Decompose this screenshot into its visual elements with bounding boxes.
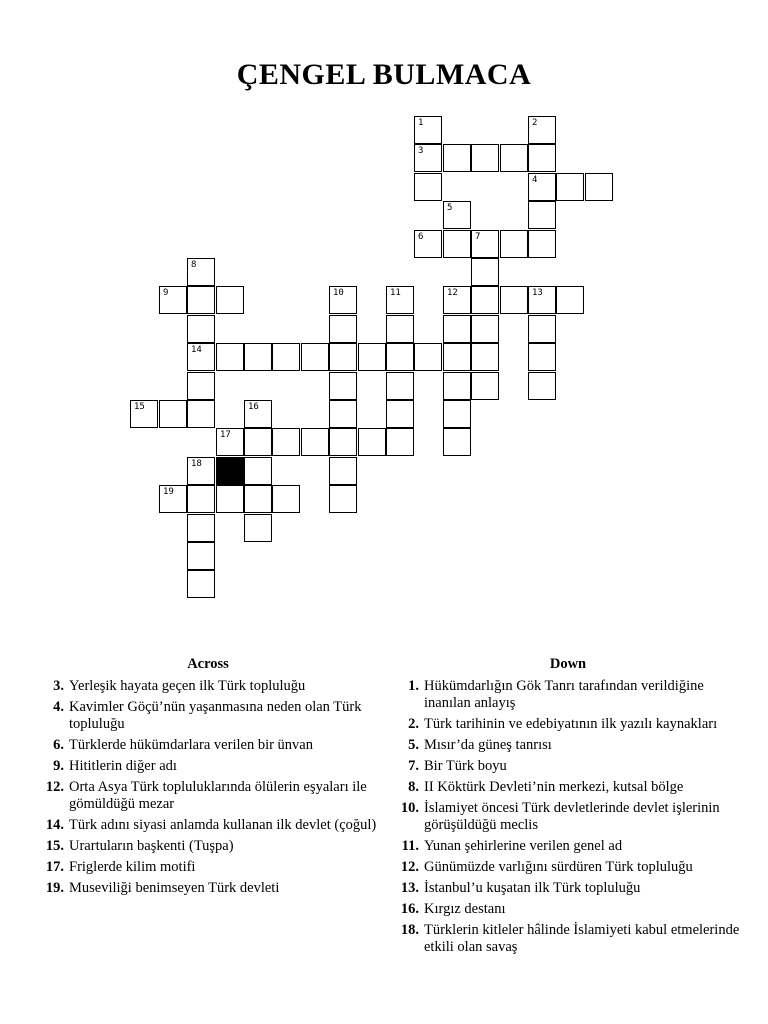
grid-cell[interactable] — [159, 286, 187, 314]
clue-text: Kavimler Göçü’nün yaşanmasına neden olan Türk topluluğu — [69, 699, 362, 732]
grid-cell[interactable] — [528, 116, 556, 144]
grid-cell[interactable] — [471, 372, 499, 400]
cell-number: 14 — [191, 345, 202, 355]
grid-cell[interactable] — [443, 372, 471, 400]
clue-text: Yunan şehirlerine verilen genel ad — [424, 838, 623, 854]
grid-cell[interactable] — [443, 230, 471, 258]
cell-number: 15 — [134, 402, 145, 412]
cell-number: 13 — [532, 288, 543, 298]
cell-number: 1 — [418, 118, 424, 128]
grid-cell[interactable] — [244, 514, 272, 542]
grid-cell[interactable] — [443, 343, 471, 371]
clue-number: 4. — [53, 699, 64, 715]
grid-cell[interactable] — [386, 315, 414, 343]
down-clue — [393, 922, 743, 956]
grid-cell[interactable] — [443, 428, 471, 456]
grid-cell[interactable] — [358, 428, 386, 456]
clue-number: 16. — [400, 901, 419, 917]
grid-cell[interactable] — [528, 315, 556, 343]
grid-cell[interactable] — [244, 428, 272, 456]
clue-text: Urartuların başkenti (Tuşpa) — [69, 838, 234, 854]
grid-cell[interactable] — [443, 286, 471, 314]
clue-number: 3. — [53, 678, 64, 694]
grid-cell[interactable] — [187, 514, 215, 542]
across-clue — [38, 838, 378, 855]
grid-cell[interactable] — [187, 400, 215, 428]
cell-number: 9 — [163, 288, 169, 298]
cell-number: 11 — [390, 288, 401, 298]
grid-cell[interactable] — [386, 428, 414, 456]
grid-cell[interactable] — [414, 230, 442, 258]
grid-cell[interactable] — [272, 485, 300, 513]
down-clue — [393, 758, 743, 775]
across-clue — [38, 859, 378, 876]
grid-cell[interactable] — [528, 372, 556, 400]
grid-cell[interactable] — [187, 258, 215, 286]
grid-cell[interactable] — [329, 485, 357, 513]
grid-cell[interactable] — [500, 144, 528, 172]
grid-cell[interactable] — [244, 457, 272, 485]
clue-number: 13. — [400, 880, 419, 896]
grid-cell[interactable] — [272, 428, 300, 456]
cell-number: 4 — [532, 175, 538, 185]
down-clue — [393, 737, 743, 754]
grid-cell[interactable] — [556, 286, 584, 314]
grid-cell[interactable] — [187, 457, 215, 485]
grid-cell[interactable] — [130, 400, 158, 428]
grid-cell[interactable] — [471, 144, 499, 172]
across-clue — [38, 779, 378, 813]
clue-number: 15. — [45, 838, 64, 854]
across-clue — [38, 678, 378, 695]
clue-number: 17. — [45, 859, 64, 875]
cell-number: 7 — [475, 232, 481, 242]
page-title: ÇENGEL BULMACA — [236, 58, 532, 91]
down-heading: Down — [549, 656, 587, 672]
grid-cell[interactable] — [443, 400, 471, 428]
grid-cell[interactable] — [244, 343, 272, 371]
grid-cell[interactable] — [528, 230, 556, 258]
grid-cell[interactable] — [244, 400, 272, 428]
clue-text: Kırgız destanı — [424, 901, 506, 917]
clue-number: 14. — [45, 817, 64, 833]
grid-cell[interactable] — [329, 343, 357, 371]
grid-cell[interactable] — [386, 343, 414, 371]
clue-text: Bir Türk boyu — [424, 758, 507, 774]
grid-cell[interactable] — [187, 315, 215, 343]
clue-text: İstanbul’u kuşatan ilk Türk topluluğu — [424, 880, 641, 896]
clue-text: Türk adını siyasi anlamda kullanan ilk devlet (çoğul) — [69, 817, 377, 833]
cell-number: 2 — [532, 118, 538, 128]
clue-number: 2. — [408, 716, 419, 732]
grid-cell[interactable] — [244, 485, 272, 513]
grid-cell[interactable] — [471, 258, 499, 286]
clue-number: 19. — [45, 880, 64, 896]
grid-cell[interactable] — [471, 230, 499, 258]
grid-cell[interactable] — [216, 428, 244, 456]
grid-cell[interactable] — [216, 286, 244, 314]
grid-cell[interactable] — [301, 428, 329, 456]
down-clues — [393, 656, 743, 960]
grid-cell[interactable] — [187, 343, 215, 371]
clue-number: 12. — [400, 859, 419, 875]
clue-text: Türklerde hükümdarlara verilen bir ünvan — [69, 737, 313, 753]
across-clue — [38, 737, 378, 754]
grid-cell[interactable] — [329, 372, 357, 400]
grid-cell[interactable] — [386, 286, 414, 314]
clue-text: Museviliği benimseyen Türk devleti — [69, 880, 280, 896]
grid-cell[interactable] — [386, 400, 414, 428]
clue-number: 11. — [401, 838, 419, 854]
clue-number: 8. — [408, 779, 419, 795]
across-clue — [38, 758, 378, 775]
clue-text: Friglerde kilim motifi — [69, 859, 196, 875]
down-clue — [393, 880, 743, 897]
grid-cell[interactable] — [358, 343, 386, 371]
down-clue — [393, 716, 743, 733]
clue-number: 12. — [45, 779, 64, 795]
grid-cell[interactable] — [159, 485, 187, 513]
cell-number: 6 — [418, 232, 424, 242]
cell-number: 5 — [447, 203, 453, 213]
grid-cell[interactable] — [471, 315, 499, 343]
grid-cell[interactable] — [471, 286, 499, 314]
across-clue — [38, 817, 378, 834]
grid-cell[interactable] — [329, 286, 357, 314]
clue-text: Türk tarihinin ve edebiyatının ilk yazılı kaynakları — [424, 716, 718, 732]
clue-number: 18. — [400, 922, 419, 938]
clue-text: Hükümdarlığın Gök Tanrı tarafından verildiğine inanılan anlayış — [424, 678, 704, 711]
grid-cell[interactable] — [528, 286, 556, 314]
clue-text: Yerleşik hayata geçen ilk Türk topluluğu — [69, 678, 306, 694]
down-clue — [393, 901, 743, 918]
grid-cell[interactable] — [443, 144, 471, 172]
across-clue — [38, 880, 378, 897]
down-clue — [393, 838, 743, 855]
down-clue-list — [393, 678, 743, 956]
cell-number: 19 — [163, 487, 174, 497]
grid-cell[interactable] — [500, 230, 528, 258]
grid-cell[interactable] — [159, 400, 187, 428]
grid-cell[interactable] — [528, 201, 556, 229]
across-heading: Across — [187, 656, 229, 672]
clue-text: II Köktürk Devleti’nin merkezi, kutsal bölge — [424, 779, 684, 795]
down-clue — [393, 678, 743, 712]
grid-cell[interactable] — [556, 173, 584, 201]
cell-number: 18 — [191, 459, 202, 469]
grid-cell[interactable] — [414, 116, 442, 144]
grid-cell[interactable] — [187, 570, 215, 598]
down-clue — [393, 800, 743, 834]
clue-text: Günümüzde varlığını sürdüren Türk topluluğu — [424, 859, 693, 875]
grid-cell[interactable] — [329, 428, 357, 456]
grid-cell[interactable] — [187, 542, 215, 570]
clue-text: Mısır’da güneş tanrısı — [424, 737, 552, 753]
grid-cell[interactable] — [500, 286, 528, 314]
clue-text: Orta Asya Türk topluluklarında ölülerin eşyaları ile gömüldüğü mezar — [69, 779, 367, 812]
grid-cell[interactable] — [329, 457, 357, 485]
cell-number: 16 — [248, 402, 259, 412]
grid-cell[interactable] — [216, 485, 244, 513]
grid-cell[interactable] — [528, 343, 556, 371]
grid-cell[interactable] — [528, 173, 556, 201]
grid-cell[interactable] — [272, 343, 300, 371]
cell-number: 10 — [333, 288, 344, 298]
down-clue — [393, 779, 743, 796]
cell-number: 3 — [418, 146, 424, 156]
clue-number: 7. — [408, 758, 419, 774]
across-clues — [38, 656, 378, 901]
grid-cell[interactable] — [187, 372, 215, 400]
clue-text: Hititlerin diğer adı — [69, 758, 177, 774]
grid-cell[interactable] — [329, 315, 357, 343]
clue-text: Türklerin kitleler hâlinde İslamiyeti kabul etmelerinde etkili olan savaş — [424, 922, 740, 955]
grid-cell[interactable] — [216, 343, 244, 371]
black-cell — [216, 457, 244, 485]
grid-cell[interactable] — [414, 144, 442, 172]
cell-number: 12 — [447, 288, 458, 298]
grid-cell[interactable] — [471, 343, 499, 371]
cell-number: 8 — [191, 260, 197, 270]
clue-number: 1. — [408, 678, 419, 694]
across-clue-list — [38, 678, 378, 897]
clue-number: 6. — [53, 737, 64, 753]
grid-cell[interactable] — [187, 485, 215, 513]
grid-cell[interactable] — [585, 173, 613, 201]
grid-cell[interactable] — [443, 315, 471, 343]
grid-cell[interactable] — [329, 400, 357, 428]
clue-number: 9. — [53, 758, 64, 774]
clue-number: 10. — [400, 800, 419, 816]
grid-cell[interactable] — [414, 343, 442, 371]
grid-cell[interactable] — [528, 144, 556, 172]
grid-cell[interactable] — [301, 343, 329, 371]
cell-number: 17 — [220, 430, 231, 440]
grid-cell[interactable] — [414, 173, 442, 201]
clue-number: 5. — [408, 737, 419, 753]
grid-cell[interactable] — [187, 286, 215, 314]
across-clue — [38, 699, 378, 733]
clue-text: İslamiyet öncesi Türk devletlerinde devlet işlerinin görüşüldüğü meclis — [424, 800, 720, 833]
grid-cell[interactable] — [386, 372, 414, 400]
down-clue — [393, 859, 743, 876]
grid-cell[interactable] — [443, 201, 471, 229]
